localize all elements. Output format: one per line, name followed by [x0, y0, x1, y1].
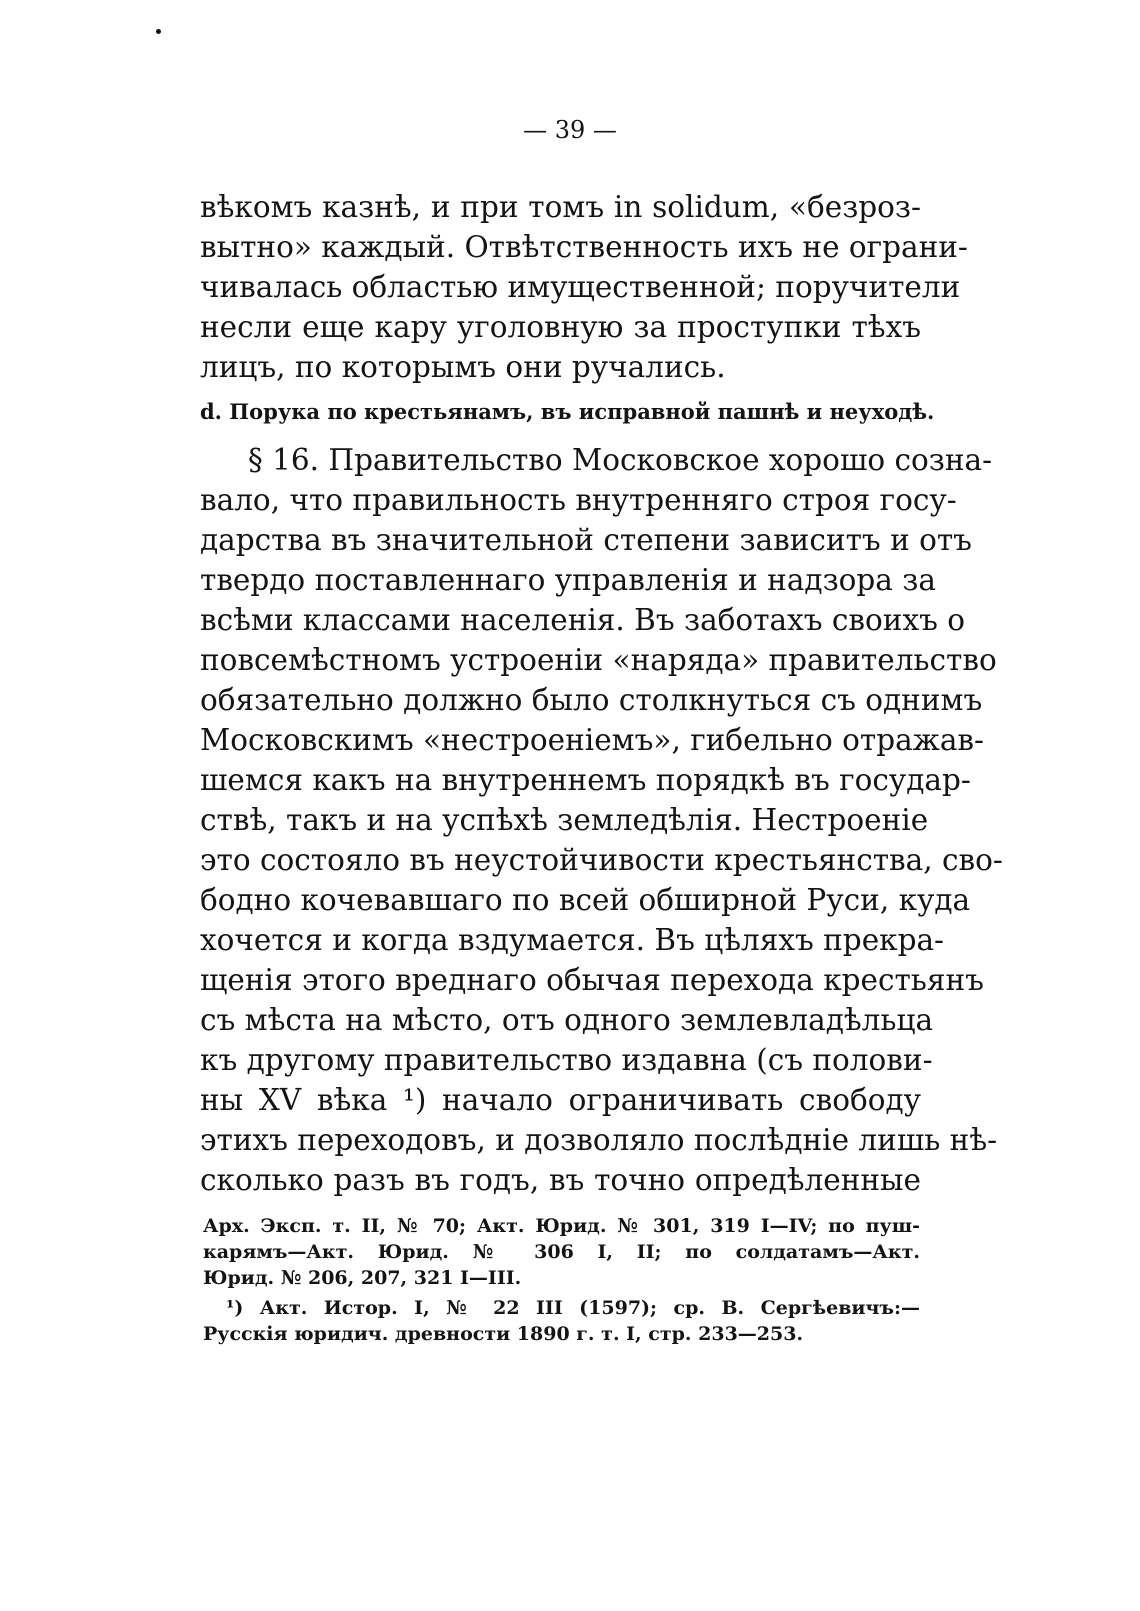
footnote-1-line: ¹) Акт. Истор. I, № 22 III (1597); ср. В. Сергѣевичъ:—	[226, 1297, 920, 1319]
text-line: съ мѣста на мѣсто, отъ одного землевладѣльца	[200, 1003, 934, 1037]
text-line: щенія этого вреднаго обычая перехода крестьянъ	[200, 963, 984, 997]
text-line: обязательно должно было столкнуться съ однимъ	[200, 683, 983, 717]
footnote-line: Арх. Эксп. т. II, № 70; Акт. Юрид. № 301, 319 I—IV; по пуш-	[203, 1215, 920, 1237]
text-line: этихъ переходовъ, и дозволяло послѣдніе лишь нѣ-	[200, 1123, 998, 1157]
footnote-line: Юрид. № 206, 207, 321 I—III.	[203, 1267, 522, 1289]
text-line: всѣми классами населенія. Въ заботахъ своихъ о	[200, 603, 965, 637]
ink-speck	[156, 29, 161, 34]
text-line: хочется и когда вздумается. Въ цѣляхъ прекра-	[200, 923, 945, 957]
text-line: ны XV вѣка ¹) начало ограничивать свободу	[200, 1083, 921, 1117]
text-line: шемся какъ на внутреннемъ порядкѣ въ государ-	[200, 763, 971, 797]
text-line: вѣкомъ казнѣ, и при томъ in solidum, «безроз-	[200, 190, 921, 224]
text-line: вытно» каждый. Отвѣтственность ихъ не ограни-	[200, 230, 968, 264]
text-line: вало, что правильность внутренняго строя госу-	[200, 483, 957, 517]
footnote-1-line: Русскія юридич. древности 1890 г. т. I, стр. 233—253.	[203, 1323, 804, 1345]
text-line: повсемѣстномъ устроеніи «наряда» правительство	[200, 643, 997, 677]
text-line: это состояло въ неустойчивости крестьянства, сво-	[200, 843, 1003, 877]
text-line: лицъ, по которымъ они ручались.	[200, 350, 726, 384]
section-heading: d. Порука по крестьянамъ, въ исправной пашнѣ и неуходѣ.	[200, 399, 935, 424]
text-line: чивалась областью имущественной; поручители	[200, 270, 961, 304]
text-line: сколько разъ въ годъ, въ точно опредѣленные	[200, 1163, 921, 1197]
page-number: — 39 —	[523, 116, 617, 144]
text-line: ствѣ, такъ и на успѣхѣ земледѣлія. Нестроеніе	[200, 803, 929, 837]
text-line: несли еще кару уголовную за проступки тѣхъ	[200, 310, 921, 344]
text-line: бодно кочевавшаго по всей обширной Руси, куда	[200, 883, 971, 917]
text-line: § 16. Правительство Московское хорошо созна-	[248, 443, 993, 477]
text-line: къ другому правительство издавна (съ полови-	[200, 1043, 933, 1077]
text-line: твердо поставленнаго управленія и надзора за	[200, 563, 936, 597]
text-line: Московскимъ «нестроеніемъ», гибельно отражав-	[200, 723, 984, 757]
footnote-line: карямъ—Акт. Юрид. № 306 I, II; по солдатамъ—Акт.	[203, 1241, 920, 1263]
text-line: дарства въ значительной степени зависитъ и отъ	[200, 523, 972, 557]
